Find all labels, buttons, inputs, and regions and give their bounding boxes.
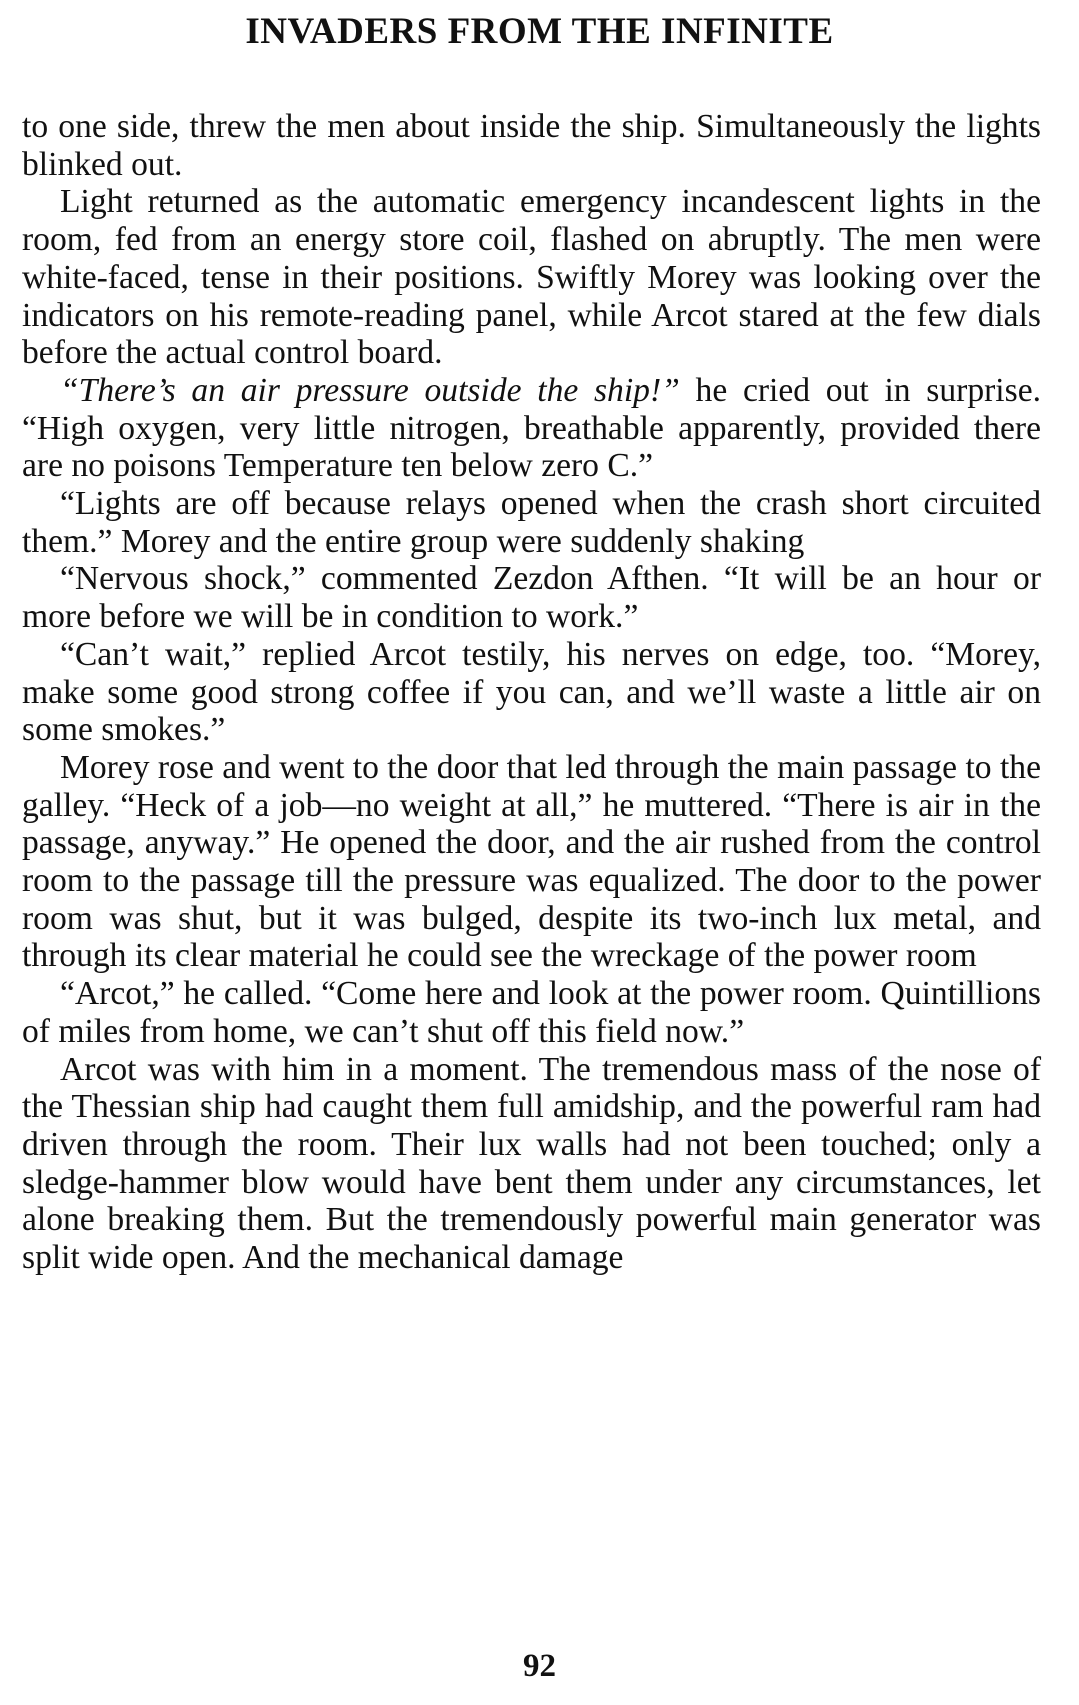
paragraph-9: Arcot was with him in a moment. The tremendous mass of the nose of the Thessian ship had caught them full amidship, and the powerful ram had driven through the room. Their lux walls had not been touched; only a sledge-hammer blow would have bent them under any circumstances, let alone breaking them. But the tremendously powerful main generator was split wide open. And the mechanical damage [22,1050,1041,1277]
paragraph-2: Light returned as the automatic emergency incandescent lights in the room, fed from an energy store coil, flashed on abruptly. The men were white-faced, tense in their positions. Swiftly Morey was looking over the indicators on his remote-reading panel, while Arcot stared at the few dials before the actual control board. [22,183,1041,372]
paragraph-5: “Nervous shock,” commented Zezdon Afthen. “It will be an hour or more before we will be in condition to work.” [22,560,1041,636]
paragraph-6: “Can’t wait,” replied Arcot testily, his nerves on edge, too. “Morey, make some good strong coffee if you can, and we’ll waste a little air on some smokes.” [22,635,1041,749]
body-text [22,108,1041,1277]
running-head-title: INVADERS FROM THE INFINITE [245,11,834,52]
paragraph-3-text: he cried out in surprise. “High oxygen, very little nitrogen, breathable apparently, provided there are no poisons Temperature ten below zero C.” [22,371,1041,485]
paragraph-3-italic-quote: “There’s an air pressure outside the ship!” [60,371,680,409]
paragraph-4: “Lights are off because relays opened when the crash short circuited them.” Morey and the entire group were suddenly shaking [22,485,1041,560]
paragraph-1: to one side, threw the men about inside the ship. Simultaneously the lights blinked out. [22,108,1041,183]
paragraph-7: Morey rose and went to the door that led through the main passage to the galley. “Heck of a job—no weight at all,” he muttered. “There is air in the passage, anyway.” He opened the door, and the air rushed from the control room to the passage till the pressure was equalized. The door to the power room was shut, but it was bulged, despite its two-inch lux metal, and through its clear material he could see the wreckage of the power room [22,748,1041,975]
page-number: 92 [523,1648,556,1684]
paragraph-8: “Arcot,” he called. “Come here and look at the power room. Quintillions of miles from home, we can’t shut off this field now.” [22,975,1041,1050]
paragraph-3 [22,372,1041,485]
